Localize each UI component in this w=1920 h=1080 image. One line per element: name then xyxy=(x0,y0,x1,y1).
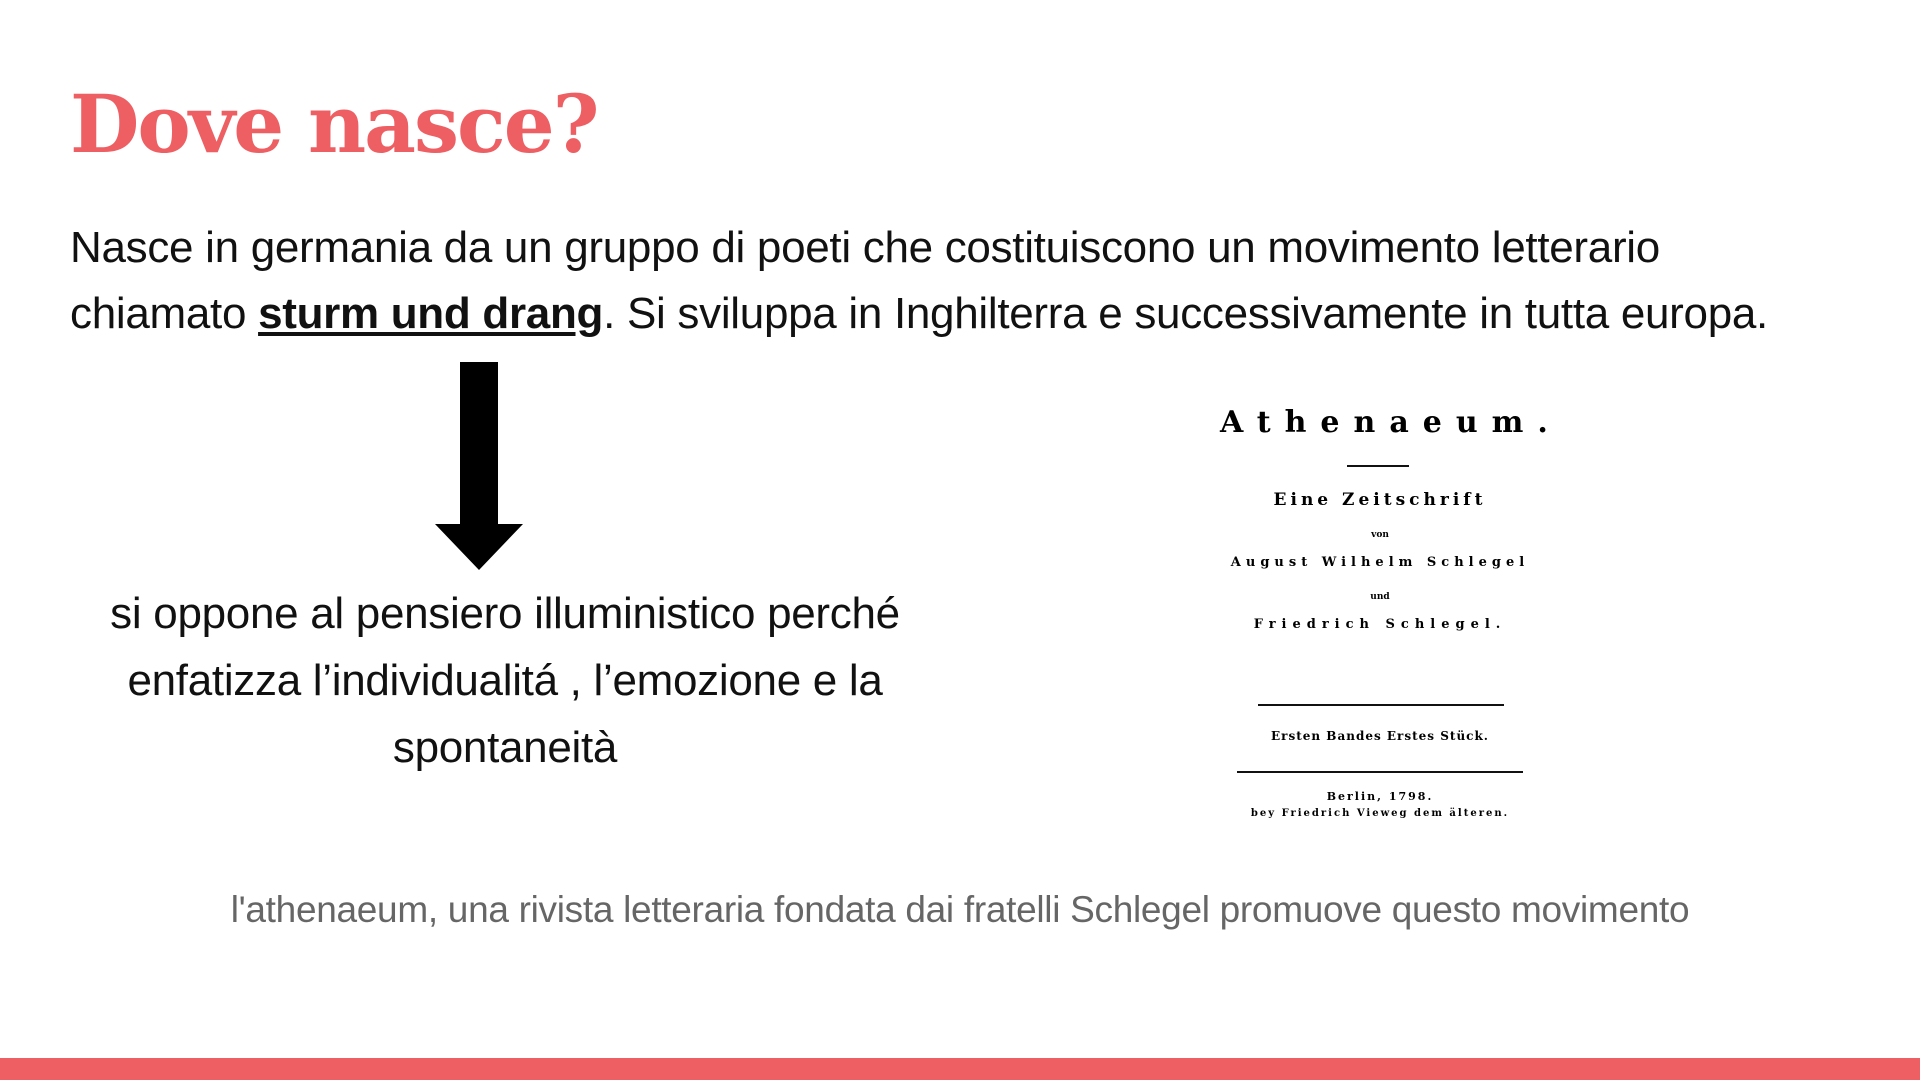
journal-subtitle: Eine Zeitschrift xyxy=(1273,490,1487,510)
journal-rule-2 xyxy=(1237,771,1523,773)
journal-rule-1 xyxy=(1258,704,1504,706)
page-title: Dove nasce? xyxy=(70,77,598,171)
consequence-paragraph xyxy=(40,580,970,781)
intro-line-2-start: chiamato xyxy=(70,289,259,338)
bottom-accent-bar xyxy=(0,1058,1920,1080)
consequence-line-3: spontaneità xyxy=(392,723,618,772)
intro-line-1: Nasce in germania da un gruppo di poeti che costituiscono un movimento letterario xyxy=(70,223,1660,272)
sturm-und-drang-keyword: sturm und drang xyxy=(258,289,604,338)
consequence-line-1: si oppone al pensiero illuministico perché xyxy=(110,589,900,638)
journal-author-1: August Wilhelm Schlegel xyxy=(1230,555,1530,570)
intro-paragraph xyxy=(70,215,1900,347)
journal-von: von xyxy=(1371,530,1389,540)
image-caption: l'athenaeum, una rivista letteraria fondata dai fratelli Schlegel promuove questo movimento xyxy=(230,889,1690,930)
journal-place-year: Berlin, 1798. xyxy=(1326,790,1434,803)
intro-line-2-end: . Si sviluppa in Inghilterra e successivamente in tutta europa. xyxy=(603,289,1768,338)
consequence-line-2: enfatizza l’individualitá , l’emozione e la xyxy=(127,656,883,705)
athenaeum-title-page-image xyxy=(1220,395,1562,835)
journal-printer: bey Friedrich Vieweg dem älteren. xyxy=(1250,808,1510,819)
journal-title: Athenaeum. xyxy=(1220,405,1562,440)
journal-volume: Ersten Bandes Erstes Stück. xyxy=(1271,729,1489,743)
journal-und: und xyxy=(1370,592,1390,602)
journal-title-rule xyxy=(1347,465,1409,467)
arrow-down-icon xyxy=(435,362,523,570)
journal-author-2: Friedrich Schlegel. xyxy=(1253,617,1507,632)
